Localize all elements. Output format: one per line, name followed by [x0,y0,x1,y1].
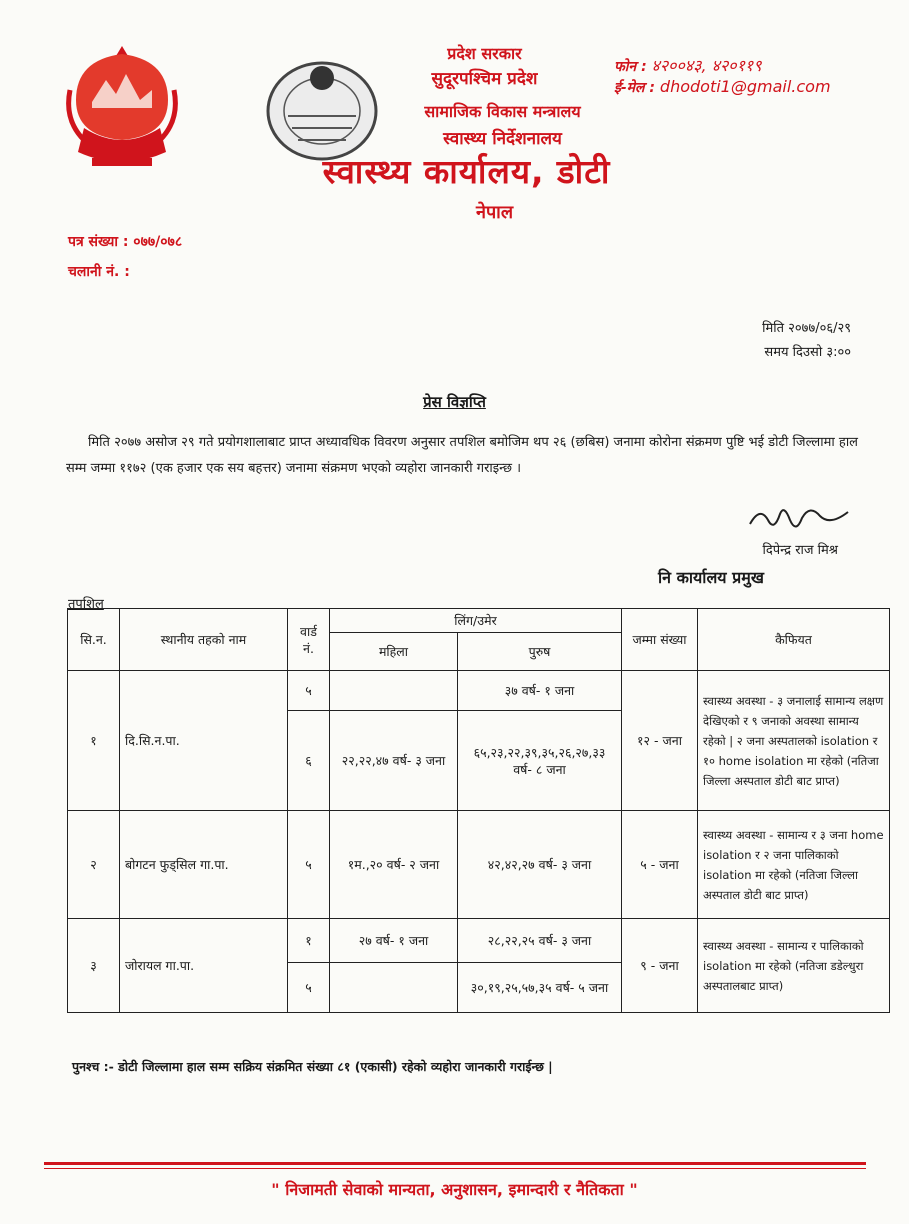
row-female: १म.,२० वर्ष- २ जना [330,811,458,919]
footer-motto: " निजामती सेवाको मान्यता, अनुशासन, इमान्दारी र नैतिकता " [271,1180,638,1199]
header-sn: सि.न. [68,609,120,671]
row-ward: ५ [288,963,330,1013]
row-male: ३७ वर्ष- १ जना [458,671,622,711]
row-local-level: जोरायल गा.पा. [120,919,288,1013]
row-total: ९ - जना [622,919,698,1013]
email-value: dhodoti1@gmail.com [659,77,831,96]
table-row [68,671,890,711]
table-header-row [68,609,890,633]
header-female: महिला [330,633,458,671]
dispatch-number: चलानी नं. : [68,264,130,280]
row-female: २७ वर्ष- १ जना [330,919,458,963]
email-line [614,77,831,97]
email-label: ई-मेल : [614,80,656,96]
header-local-level: स्थानीय तहको नाम [120,609,288,671]
row-remarks: स्वास्थ्य अवस्था - सामान्य र पालिकाको isolation मा रहेको (नतिजा डडेल्धुरा अस्पतालबाट प्राप्त) [698,919,890,1013]
press-release-title: प्रेस विज्ञप्ति [423,393,486,411]
header-male: पुरुष [458,633,622,671]
phone-value: ४२००४३, ४२०११९ [651,56,762,75]
row-ward: ५ [288,671,330,711]
row-female [330,963,458,1013]
country-name: नेपाल [475,202,514,223]
header-remarks: कैफियत [698,609,890,671]
header-gender-age: लिंग/उमेर [330,609,622,633]
header-ward: वार्ड नं. [288,609,330,671]
table-row [68,919,890,963]
row-female: २२,२२,४७ वर्ष- ३ जना [330,711,458,811]
signer-title: नि कार्यालय प्रमुख [658,568,764,587]
document-time: समय दिउसो ३:०० [764,345,851,360]
document-date: मिति २०७७/०६/२९ [762,321,851,336]
press-release-body: मिति २०७७ असोज २९ गते प्रयोगशालाबाट प्राप्त अध्यावधिक विवरण अनुसार तपशिल बमोजिम थप २६ (छबिस) जनामा कोरोना संक्रमण पुष्टि भई डोटी जिल्लामा हाल सम्म जम्मा ११७२ (एक हजार एक सय बहत्तर) जनामा संक्रमण भएको व्यहोरा जानकारी गराइन्छ । [66,435,858,476]
row-ward: १ [288,919,330,963]
row-sn: ३ [68,919,120,1013]
row-sn: २ [68,811,120,919]
row-ward: ६ [288,711,330,811]
row-ward: ५ [288,811,330,919]
row-female [330,671,458,711]
row-male: ४२,४२,२७ वर्ष- ३ जना [458,811,622,919]
footer-divider-thin [44,1168,866,1169]
row-total: १२ - जना [622,671,698,811]
signature-mark [744,500,854,536]
row-local-level: बोगटन फुड्सिल गा.पा. [120,811,288,919]
phone-label: फोन : [614,59,647,75]
signer-name: दिपेन्द्र राज मिश्र [762,543,838,558]
row-remarks: स्वास्थ्य अवस्था - ३ जनालाई सामान्य लक्षण देखिएको र ९ जनाको अवस्था सामान्य रहेको | २ जना अस्पतालको isolation र १० home isolation मा रहेको (नतिजा जिल्ला अस्पताल डोटी बाट प्राप्त) [698,671,890,811]
letterhead-line-ministry: सामाजिक विकास मन्त्रालय [424,102,581,121]
letterhead-line-province: सुदूरपश्चिम प्रदेश [431,69,538,89]
footer-divider [44,1162,866,1165]
letterhead-line-government: प्रदेश सरकार [447,44,522,63]
row-total: ५ - जना [622,811,698,919]
cases-table [67,608,890,1013]
row-local-level: दि.सि.न.पा. [120,671,288,811]
header-total: जम्मा संख्या [622,609,698,671]
row-male: ३०,१९,२५,५७,३५ वर्ष- ५ जना [458,963,622,1013]
details-label: तपशिल [68,597,104,612]
phone-line [614,54,762,76]
row-male: ६५,२३,२२,३९,३५,२६,२७,३३ वर्ष- ८ जना [458,711,622,811]
table-row [68,811,890,919]
postscript-note: पुनश्च :- डोटी जिल्लामा हाल सम्म सक्रिय संक्रमित संख्या ८१ (एकासी) रहेको व्यहोरा जानकारी गराईन्छ | [72,1059,553,1074]
row-sn: १ [68,671,120,811]
office-name: स्वास्थ्य कार्यालय, डोटी [322,152,611,191]
letter-number: पत्र संख्या : ०७७/०७८ [68,234,183,250]
letterhead-line-directorate: स्वास्थ्य निर्देशनालय [443,129,562,149]
row-male: २८,२२,२५ वर्ष- ३ जना [458,919,622,963]
row-remarks: स्वास्थ्य अवस्था - सामान्य र ३ जना home isolation र २ जना पालिकाको isolation मा रहेको (नतिजा जिल्ला अस्पताल डोटी बाट प्राप्त) [698,811,890,919]
